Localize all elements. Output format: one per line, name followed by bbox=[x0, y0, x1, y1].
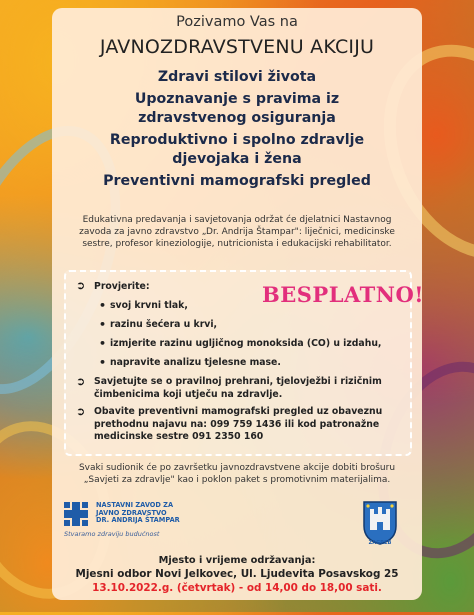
institute-name-line: DR. ANDRIJA ŠTAMPAR bbox=[96, 516, 180, 525]
event-address: Mjesni odbor Novi Jelkovec, Ul. Ljudevita Posavskog 25 bbox=[75, 568, 399, 580]
institute-name-line: NASTAVNI ZAVOD ZA bbox=[96, 501, 174, 509]
invite-text: Pozivamo Vas na bbox=[176, 14, 298, 30]
education-text: Edukativna predavanja i savjetovanja održat će djelatnici Nastavnog zavoda za javno zdravstvo „Dr. Andrija Štampar": liječnici, medicinske sestre, profesor kineziologije, nutricionista i edukacijski rehabilitator. bbox=[79, 215, 395, 250]
action-title: JAVNOZDRAVSTVENU AKCIJU bbox=[99, 36, 375, 58]
arrow-right-icon: ➲ bbox=[76, 279, 86, 292]
crest-label: ZAGREB bbox=[368, 540, 392, 546]
check-item: • izmjerite razinu ugljičnog monoksida (CO) u izdahu, bbox=[110, 338, 381, 349]
topic-item: Zdravi stilovi života bbox=[157, 69, 317, 85]
topic-item: Upoznavanje s pravima iz zdravstvenog osiguranja bbox=[134, 91, 340, 126]
topic-item: Preventivni mamografski pregled bbox=[103, 173, 371, 189]
cross-icon bbox=[64, 502, 88, 526]
free-badge: BESPLATNO! bbox=[262, 282, 424, 307]
topic-item: Reproduktivno i spolno zdravlje djevojaka i žena bbox=[109, 132, 365, 167]
institute-name-line: JAVNO ZDRAVSTVO bbox=[96, 508, 167, 517]
institute-name bbox=[96, 502, 180, 525]
institute-logo bbox=[64, 502, 214, 542]
event-datetime: 13.10.2022.g. (četvrtak) - od 14,00 do 18,00 sati. bbox=[92, 582, 382, 594]
arrow-right-icon: ➲ bbox=[76, 405, 86, 418]
mammography-text: Obavite preventivni mamografski pregled uz obaveznu prethodnu najavu na: 099 759 1436 ili kod patronažne medicinske sestre 091 2350 160 bbox=[94, 406, 383, 442]
topic-list bbox=[52, 68, 422, 194]
check-item: • razinu šećera u krvi, bbox=[110, 319, 217, 330]
institute-slogan: Stvaramo zdraviju budućnost bbox=[64, 530, 160, 538]
check-item: • svoj krvni tlak, bbox=[110, 300, 188, 311]
advice-text: Savjetujte se o pravilnoj prehrani, tjelovježbi i rizičnim čimbenicima koji utječu na zdravlje. bbox=[94, 376, 382, 400]
checks-title: Provjerite: bbox=[94, 281, 150, 292]
arrow-right-icon: ➲ bbox=[76, 375, 86, 388]
event-heading: Mjesto i vrijeme održavanja: bbox=[158, 555, 316, 566]
footnote-text: Svaki sudionik će po završetku javnozdravstvene akcije dobiti brošuru „Savjeti za zdravlje" kao i poklon paket s promotivnim materijalima. bbox=[78, 463, 396, 485]
check-item: • napravite analizu tjelesne mase. bbox=[110, 357, 281, 368]
event-info bbox=[52, 555, 422, 594]
